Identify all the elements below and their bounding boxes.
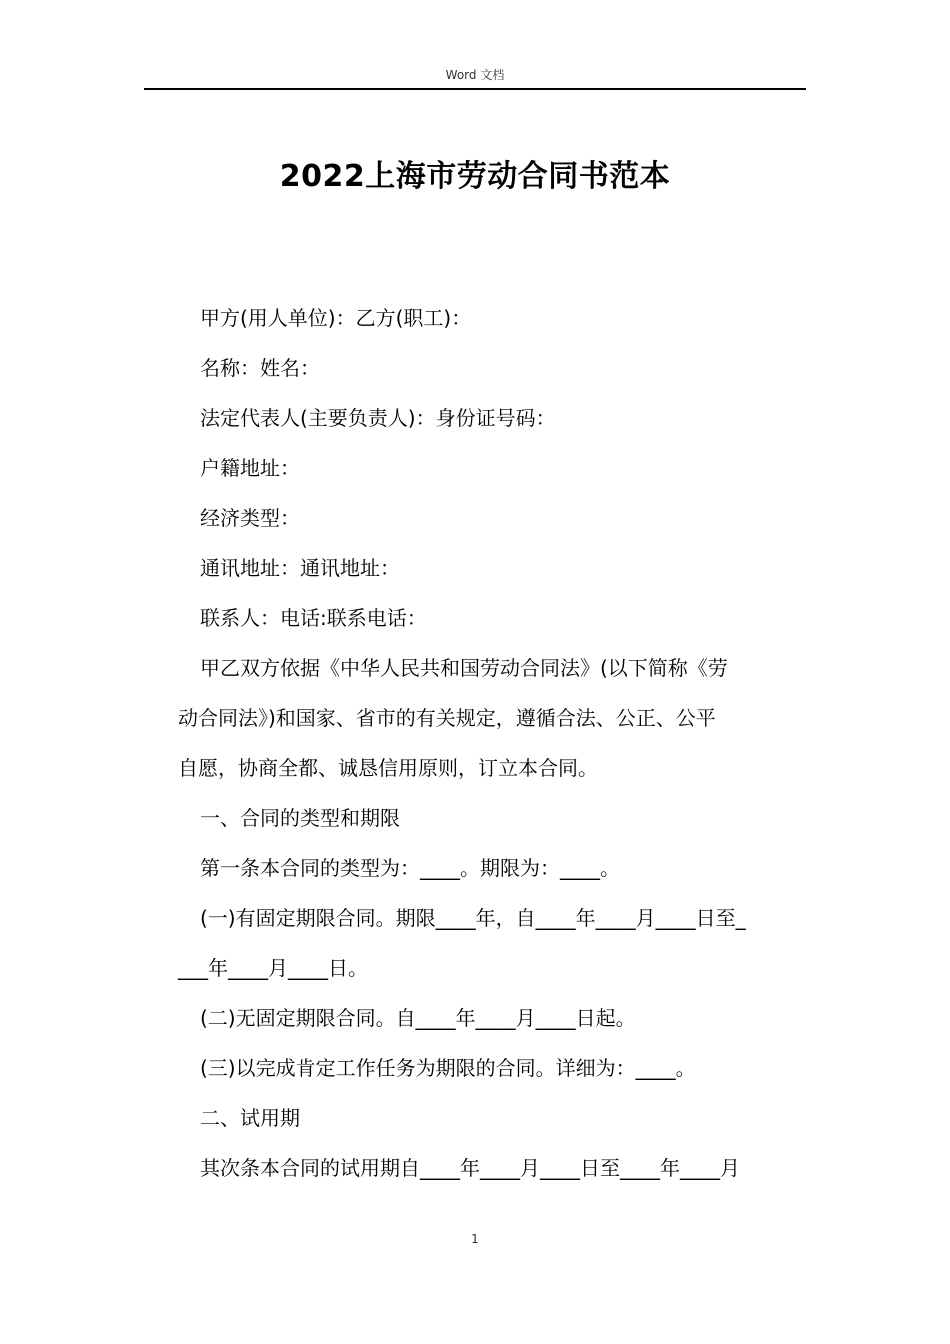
paragraph-contact: 联系人：电话:联系电话： <box>200 606 427 630</box>
page-number: 1 <box>471 1232 479 1246</box>
paragraph-basis: 甲乙双方依据《中华人民共和国劳动合同法》(以下简称《劳 <box>200 656 728 680</box>
paragraph-mailing-address: 通讯地址：通讯地址： <box>200 556 400 580</box>
paragraph-name: 名称：姓名： <box>200 356 320 380</box>
header-text: Word 文档 <box>445 68 505 82</box>
section-heading-contract-type: 一、合同的类型和期限 <box>200 806 400 830</box>
section-heading-probation: 二、试用期 <box>200 1106 300 1130</box>
paragraph-basis-cont-2: 自愿，协商全都、诚恳信用原则，订立本合同。 <box>178 756 598 780</box>
document-title: 2022上海市劳动合同书范本 <box>279 159 671 194</box>
paragraph-fixed-term-cont: ___年____月____日。 <box>178 956 368 980</box>
paragraph-article-1: 第一条本合同的类型为：____。期限为：____。 <box>200 856 620 880</box>
paragraph-open-term: (二)无固定期限合同。自____年____月____日起。 <box>200 1006 636 1030</box>
paragraph-legal-rep: 法定代表人(主要负责人)：身份证号码： <box>200 406 556 430</box>
paragraph-economic-type: 经济类型： <box>200 506 300 530</box>
document-body <box>178 293 790 1193</box>
page-header <box>144 62 806 90</box>
paragraph-household-address: 户籍地址： <box>200 456 300 480</box>
paragraph-fixed-term: (一)有固定期限合同。期限____年，自____年____月____日至_ <box>200 906 746 930</box>
paragraph-party-a-b: 甲方(用人单位)：乙方(职工)： <box>200 306 472 330</box>
paragraph-basis-cont-1: 动合同法》)和国家、省市的有关规定，遵循合法、公正、公平 <box>178 706 716 730</box>
paragraph-task-term: (三)以完成肯定工作任务为期限的合同。详细为：____。 <box>200 1056 696 1080</box>
paragraph-article-2: 其次条本合同的试用期自____年____月____日至____年____月 <box>200 1156 740 1180</box>
